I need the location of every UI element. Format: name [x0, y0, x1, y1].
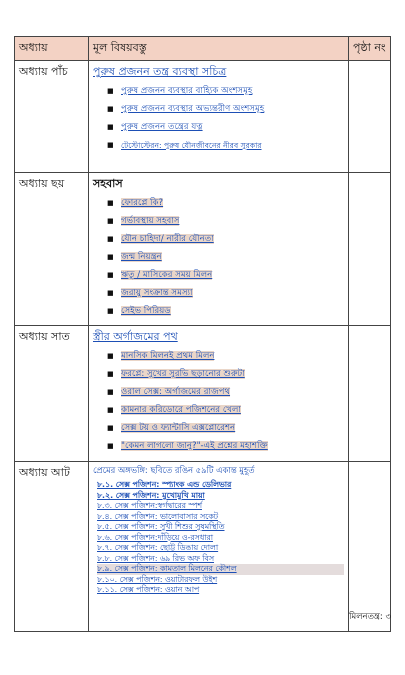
list-item [107, 85, 344, 98]
list-item[interactable]: ৮.৩. সেক্স পজিশন:স্বর্গদ্বারের স্পর্শ [97, 501, 202, 510]
topic-link[interactable]: মানসিক মিলনই প্রথম মিলন [121, 351, 215, 361]
topic-link[interactable]: সেইভ পিরিয়ড [121, 306, 171, 316]
topic-link[interactable]: জরায়ু সংক্রান্ত সমস্যা [121, 288, 193, 298]
chapter-name: অধ্যায় আট [15, 462, 89, 632]
list-item [107, 404, 344, 417]
chapter-contents [89, 61, 349, 173]
chapter-contents [89, 326, 349, 462]
chapter-name: অধ্যায় সাত [15, 326, 89, 462]
chapter-heading-link[interactable]: প্রেমের অঙ্গভঙ্গি: ছবিতে রঙিন ৫৯টি একান্ত মুহূর্ত [93, 465, 255, 475]
page-cell [349, 173, 391, 326]
topic-link[interactable]: ফরপ্লে: সুখের সুরভি ছড়ানোর শুরুটা [121, 369, 245, 379]
list-item [107, 305, 344, 318]
list-item [107, 139, 344, 153]
chapter-heading-link[interactable]: পুরুষ প্রজনন তন্ত্র ব্যবস্থা সচিত্র [93, 65, 227, 78]
list-item[interactable]: ৮.৫. সেক্স পজিশন: সুখী শিশুর সুষমস্থিতি [97, 522, 225, 531]
header-chapter: অধ্যায় [15, 37, 89, 61]
list-item[interactable]: ৮.৯. সেক্স পজিশন: কামতাল মিলনের কৌশল [97, 564, 344, 575]
position-list [93, 480, 344, 596]
list-item [107, 422, 344, 435]
header-page: পৃষ্ঠা নং [349, 37, 391, 61]
list-item[interactable]: ৮.৪. সেক্স পজিশন: ভালোবাসার সকেট [97, 511, 218, 521]
list-item[interactable]: ৮.৮. সেক্স পজিশন: ৬৯ রিভ অফ বিস [97, 553, 215, 563]
topic-link[interactable]: যৌন চাহিদা/ নারীর যৌনতা [121, 234, 214, 244]
page-cell [349, 61, 391, 173]
list-item [107, 251, 344, 264]
topic-link[interactable]: টেস্টোস্টেরন: পুরুষ যৌনজীবনের নীরব সুরকার [121, 141, 262, 150]
list-item [107, 103, 344, 116]
topic-link[interactable]: ওরাল সেক্স: অর্গাজমের রাজপথ [121, 387, 231, 397]
topic-link[interactable]: "কেমন লাগলো জানু?"-এই প্রশ্নের মহাশক্তি [121, 441, 268, 451]
chapter-row-6 [15, 173, 391, 326]
page-cell [349, 462, 391, 632]
chapter-name: অধ্যায় ছয় [15, 173, 89, 326]
chapter-row-8 [15, 462, 391, 632]
chapter-contents [89, 462, 349, 632]
chapter-heading-link[interactable]: স্ত্রীর অর্গাজমের পথ [93, 330, 178, 343]
topic-link[interactable]: পুরুষ প্রজনন ব্যবস্থার অভ্যন্তরীণ অংশসমূহ [121, 104, 265, 114]
topic-list [93, 197, 344, 318]
topic-link[interactable]: গর্ভাবস্থায় সহবাস [121, 216, 180, 226]
header-row [15, 37, 391, 61]
list-item [107, 350, 344, 363]
header-subject: মূল বিষয়বস্তু [89, 37, 349, 61]
chapter-row-5 [15, 61, 391, 173]
page-footer: মিলনতন্ত্র: ৩ [349, 612, 391, 622]
topic-list [93, 85, 344, 153]
list-item[interactable]: ৮.২. সেক্স পজিশন: মুখোমুখি মায়া [97, 490, 205, 500]
list-item[interactable]: ৮.৭. সেক্স পজিশন: ছোট্ট ডিঙায় দোলা [97, 543, 219, 552]
topic-list [93, 350, 344, 453]
page-cell [349, 326, 391, 462]
list-item [107, 368, 344, 381]
list-item [107, 287, 344, 300]
topic-link[interactable]: সেক্স টয় ও ফ্যান্টাসি এক্সপ্লোরেশন [121, 423, 236, 433]
topic-link[interactable]: ঋতু / মাসিকের সময় মিলন [121, 270, 213, 280]
topic-link[interactable]: পুরুষ প্রজনন ব্যবস্থার বাহ্যিক অংশসমূহ [121, 86, 253, 96]
chapter-heading: সহবাস [93, 177, 123, 190]
list-item [107, 215, 344, 228]
list-item[interactable]: ৮.১০. সেক্স পজিশন: ওয়াটারফল উইশ [97, 574, 218, 584]
list-item [107, 233, 344, 246]
chapter-row-7 [15, 326, 391, 462]
chapter-name: অধ্যায় পাঁচ [15, 61, 89, 173]
topic-link[interactable]: জন্ম নিয়ন্ত্রন [121, 252, 162, 262]
topic-link[interactable]: ফোরপ্লে কি? [121, 198, 164, 208]
list-item[interactable]: ৮.১. সেক্স পজিশন: স্প্যাংক এন্ড ডেলিভার [97, 480, 232, 489]
list-item [107, 440, 344, 453]
list-item [107, 197, 344, 210]
topic-link[interactable]: পুরুষ প্রজনন তন্ত্রের যত্ন [121, 122, 203, 132]
chapter-contents [89, 173, 349, 326]
list-item[interactable]: ৮.১১. সেক্স পজিশন: ওয়ান আপ [97, 585, 200, 594]
contents-table [14, 36, 391, 632]
list-item[interactable]: ৮.৬. সেক্স পজিশন:দাঁড়িয়ে ও-রসধারা [97, 532, 214, 542]
list-item [107, 269, 344, 282]
list-item [107, 386, 344, 399]
list-item [107, 121, 344, 134]
topic-link[interactable]: কামনার করিডোরে পজিশনের খেলা [121, 405, 241, 415]
